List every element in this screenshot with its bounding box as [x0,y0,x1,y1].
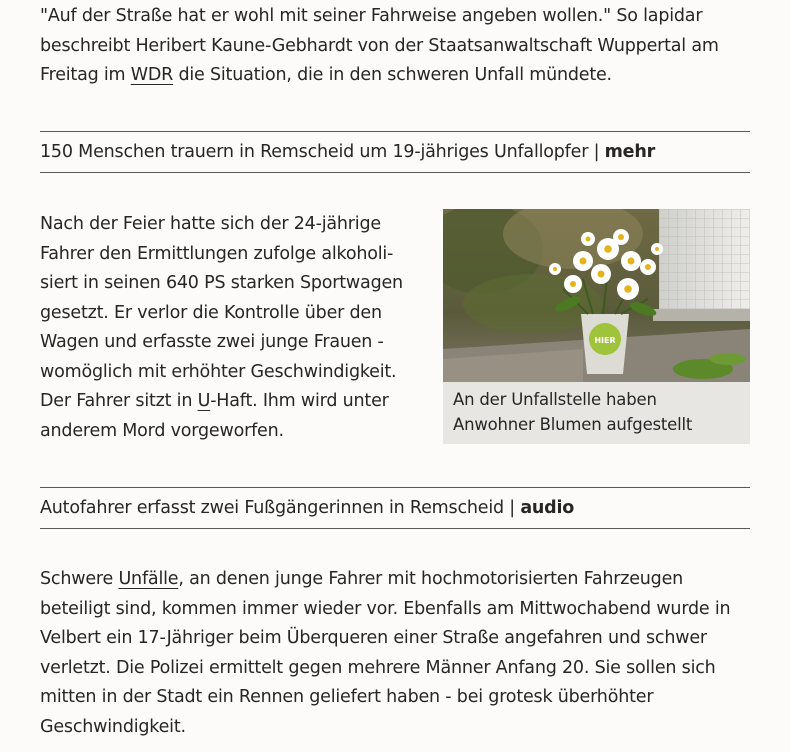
paragraph-line: womöglich mit erhöhter Geschwindigkeit. [40,361,397,382]
teaser-text: Autofahrer erfasst zwei Fußgängerinnen in Remscheid | [40,498,521,518]
teaser-audio-link[interactable]: audio [520,498,575,518]
paragraph-line: gesetzt. Er verlor die Kontrolle über den [40,302,382,323]
paragraph-line: Fahrer den Ermittlungen zufolge alkoholi- [40,243,394,264]
body-paragraph-2 [40,210,430,446]
wdr-link[interactable]: WDR [130,65,174,85]
paragraph-text: , an denen junge Fahrer mit hochmotorisierten Fahrzeugen beteiligt sind, kommen immer wieder vor. Ebenfalls am Mittwochabend wurde in Velbert ein 17-Jähriger beim Überqueren einer Straße angefahren und schwer verletzt. Die Polizei ermittelt gegen mehrere Männer Anfang 20. Sie sollen sich mitten in der Stadt ein Rennen geliefert haben - bei grotesk überhöhter Geschwindigkeit. [40,569,731,737]
body-paragraph-3 [40,565,750,742]
unfaelle-link[interactable]: Unfälle [118,569,179,589]
figure-caption [453,387,743,437]
paragraph-line [40,387,430,417]
paragraph-text: Schwere [40,569,119,589]
intro-paragraph [40,2,750,91]
intro-text-before: "Auf der Straße hat er wohl mit seiner Fahrweise angeben wollen." So lapidar beschreibt Heribert Kaune-Gebhardt von der Staatsanwaltschaft Wuppertal am Freitag im [40,6,719,85]
article-figure [443,209,750,444]
paragraph-line: Wagen und erfasste zwei junge Frauen - [40,332,384,352]
caption-line: Anwohner Blumen aufgestellt [453,415,693,434]
paragraph-line: anderem Mord vorgeworfen. [40,420,284,441]
intro-text-after: die Situation, die in den schweren Unfall mündete. [173,65,612,85]
paragraph-line: siert in seinen 640 PS starken Sportwagen [40,273,403,293]
teaser-more-link[interactable]: mehr [604,142,656,162]
paragraph-text: -Haft. Ihm wird unter [210,391,389,411]
caption-line: An der Unfallstelle haben [453,390,657,409]
flowers-photo[interactable] [443,209,750,382]
related-teaser-audio[interactable] [40,487,750,529]
teaser-text: 150 Menschen trauern in Remscheid um 19-jähriges Unfallopfer | [40,142,605,162]
u-haft-link[interactable]: U [197,391,211,411]
paragraph-text: Der Fahrer sitzt in [40,391,198,411]
pot-label: HIER [594,336,616,345]
paragraph-line: Nach der Feier hatte sich der 24-jährige [40,214,381,234]
related-teaser-remscheid[interactable] [40,131,750,173]
